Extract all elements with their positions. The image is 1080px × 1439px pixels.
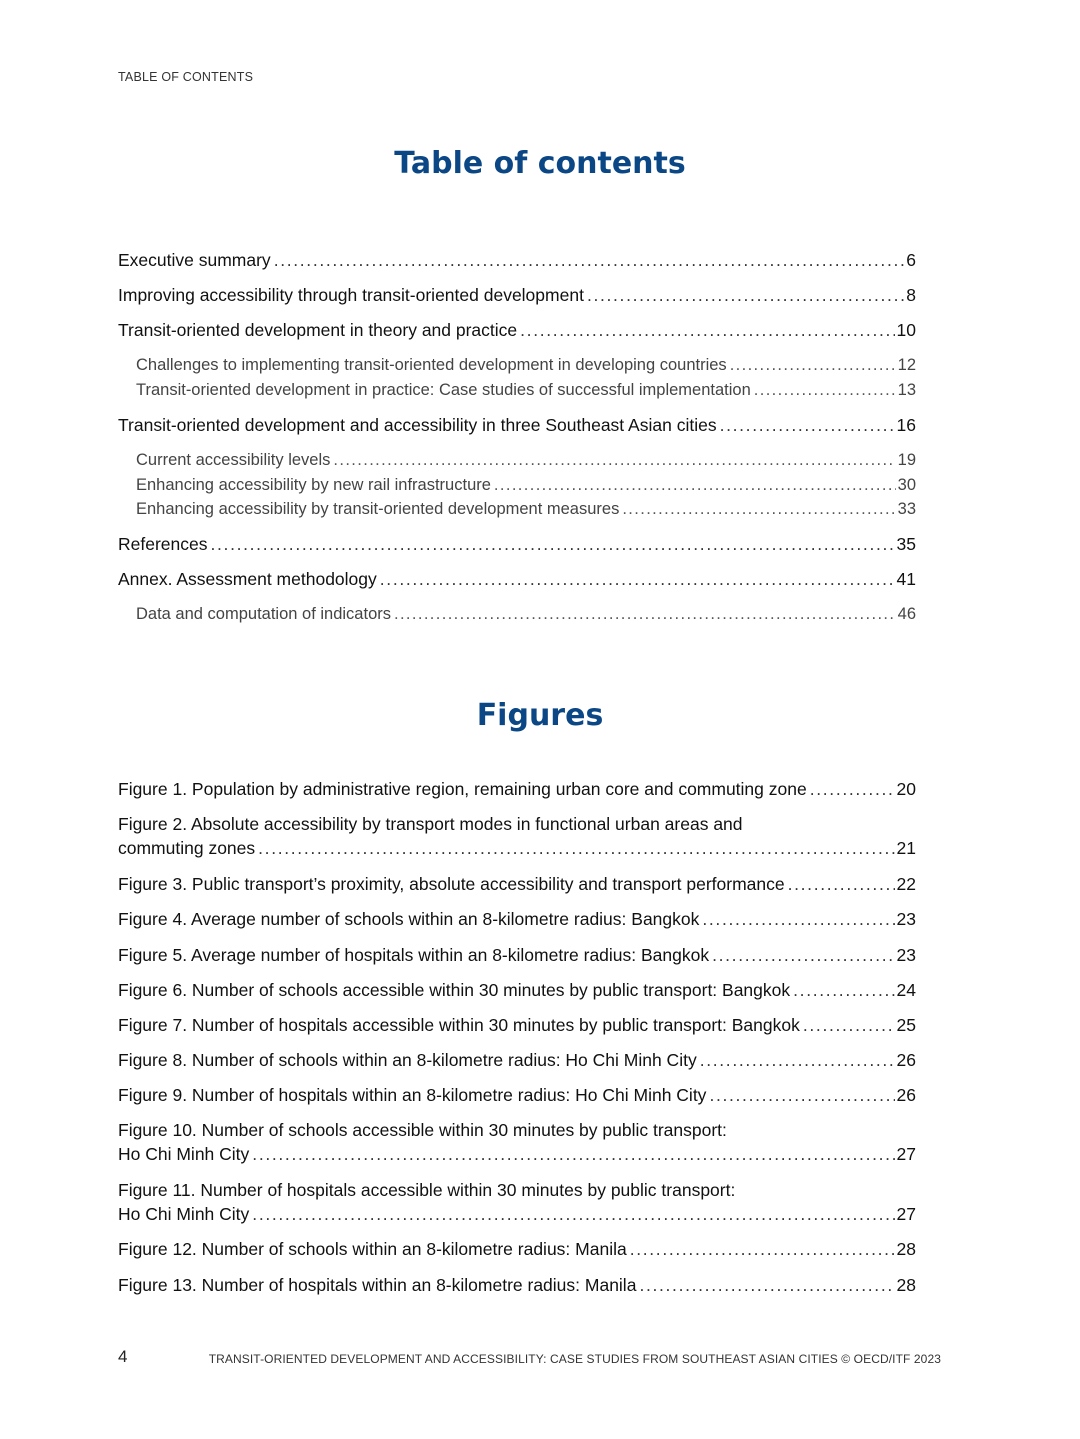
dot-leader [333,448,895,472]
figure-entry-page: 21 [896,838,916,858]
dot-leader [622,497,895,521]
dot-leader [700,1048,895,1072]
figure-entry-page: 24 [896,980,916,1000]
toc-subentry-tod-measures[interactable] [118,497,916,521]
figure-entry-8[interactable] [118,1048,916,1072]
toc-entry-label: Transit-oriented development and accessibility in three Southeast Asian cities [118,415,717,435]
figure-entry-page: 20 [896,779,916,799]
toc-entry-page: 12 [897,356,916,374]
toc-subentry-data-indicators[interactable] [118,602,916,626]
figure-entry-5[interactable] [118,943,916,967]
toc-entry-label: Improving accessibility through transit-oriented development [118,285,584,305]
figure-entry-label: Figure 5. Average number of hospitals within an 8-kilometre radius: Bangkok [118,945,710,965]
figure-entry-page: 22 [896,874,916,894]
dot-leader [587,283,904,307]
toc-entry-label: Challenges to implementing transit-oriented development in developing countries [136,356,727,374]
toc-entry-page: 30 [897,476,916,494]
toc-entry-page: 19 [897,451,916,469]
toc-entry-executive-summary[interactable] [118,248,916,272]
figure-entry-1[interactable] [118,777,916,801]
dot-leader [730,353,896,377]
toc-entry-page: 13 [897,381,916,399]
dot-leader [709,1083,894,1107]
figure-entry-4[interactable] [118,907,916,931]
toc-entry-page: 35 [896,534,916,554]
dot-leader [712,943,894,967]
toc-subentry-current-levels[interactable] [118,448,916,472]
dot-leader [720,413,895,437]
dot-leader [702,907,894,931]
toc-entry-references[interactable] [118,532,916,556]
footer-publication: TRANSIT-ORIENTED DEVELOPMENT AND ACCESSIBILITY: CASE STUDIES FROM SOUTHEAST ASIAN CITIES © OECD/ITF 2023 [208,1352,941,1366]
toc-entry-label: Annex. Assessment methodology [118,569,377,589]
figure-entry-page: 23 [896,909,916,929]
figure-entry-9[interactable] [118,1083,916,1107]
figure-entry-page: 28 [896,1275,916,1295]
toc-entry-page: 10 [896,320,916,340]
figure-entry-label: Figure 9. Number of hospitals within an 8-kilometre radius: Ho Chi Minh City [118,1085,707,1105]
toc-entry-page: 41 [896,569,916,589]
toc-title: Table of contents [394,146,686,181]
toc-entry-label: Executive summary [118,250,271,270]
toc-entry-annex[interactable] [118,567,916,591]
toc-entry-label: Transit-oriented development in practice: Case studies of successful implementation [136,381,751,399]
toc-entry-page: 8 [906,285,916,305]
figure-entry-label-continued: Ho Chi Minh City [118,1144,250,1164]
dot-leader [494,473,896,497]
figure-entry-7[interactable] [118,1013,916,1037]
figure-entry-label: Figure 3. Public transport’s proximity, absolute accessibility and transport performance [118,874,785,894]
toc-subentry-case-studies[interactable] [118,378,916,402]
figure-entry-page: 27 [896,1204,916,1224]
figure-entry-13[interactable] [118,1273,916,1297]
figure-entry-label: Figure 1. Population by administrative region, remaining urban core and commuting zone [118,779,807,799]
dot-leader [274,248,904,272]
toc-entry-page: 16 [896,415,916,435]
dot-leader [630,1237,895,1261]
dot-leader [810,777,895,801]
dot-leader [211,532,895,556]
footer-page-number: 4 [118,1347,128,1366]
toc-entry-theory-practice[interactable] [118,318,916,342]
toc-entry-label: References [118,534,208,554]
figure-entry-page: 27 [896,1144,916,1164]
figure-entry-page: 26 [896,1050,916,1070]
toc-entry-page: 33 [897,500,916,518]
dot-leader [793,978,894,1002]
toc-entry-improving-accessibility[interactable] [118,283,916,307]
toc-entry-label: Transit-oriented development in theory and practice [118,320,518,340]
dot-leader [754,378,896,402]
figure-entry-6[interactable] [118,978,916,1002]
dot-leader [252,1202,894,1226]
dot-leader [803,1013,895,1037]
figure-entry-2[interactable] [118,812,916,860]
dot-leader [252,1142,894,1166]
figure-entry-page: 26 [896,1085,916,1105]
toc-subentry-rail-infrastructure[interactable] [118,473,916,497]
figure-entry-3[interactable] [118,872,916,896]
figure-entry-page: 25 [896,1015,916,1035]
running-head: TABLE OF CONTENTS [118,70,254,84]
figure-entry-12[interactable] [118,1237,916,1261]
figure-entry-label: Figure 12. Number of schools within an 8-kilometre radius: Manila [118,1239,627,1259]
dot-leader [788,872,895,896]
figure-entry-label: Figure 13. Number of hospitals within an 8-kilometre radius: Manila [118,1275,637,1295]
figure-entry-label: Figure 10. Number of schools accessible within 30 minutes by public transport: [118,1120,727,1140]
figure-entry-label: Figure 2. Absolute accessibility by transport modes in functional urban areas and [118,814,743,834]
dot-leader [258,836,894,860]
toc-entry-label: Data and computation of indicators [136,605,391,623]
toc-entry-label: Current accessibility levels [136,451,331,469]
dot-leader [520,318,894,342]
toc-entry-label: Enhancing accessibility by transit-oriented development measures [136,500,620,518]
toc-entry-three-cities[interactable] [118,413,916,437]
figure-entry-label: Figure 7. Number of hospitals accessible within 30 minutes by public transport: Bangkok [118,1015,800,1035]
figure-entry-label-continued: Ho Chi Minh City [118,1204,250,1224]
figure-entry-11[interactable] [118,1178,916,1226]
figure-entry-page: 28 [896,1239,916,1259]
toc-subentry-challenges[interactable] [118,353,916,377]
figures-title: Figures [476,698,604,733]
toc-entry-page: 46 [897,605,916,623]
dot-leader [394,602,896,626]
toc-entry-page: 6 [906,250,916,270]
figure-entry-label: Figure 8. Number of schools within an 8-kilometre radius: Ho Chi Minh City [118,1050,697,1070]
dot-leader [639,1273,894,1297]
figure-entry-page: 23 [896,945,916,965]
toc-entry-label: Enhancing accessibility by new rail infrastructure [136,476,491,494]
figure-entry-10[interactable] [118,1118,916,1166]
figure-entry-label: Figure 6. Number of schools accessible within 30 minutes by public transport: Bangkok [118,980,791,1000]
figure-entry-label-continued: commuting zones [118,838,256,858]
figure-entry-label: Figure 4. Average number of schools within an 8-kilometre radius: Bangkok [118,909,700,929]
figure-entry-label: Figure 11. Number of hospitals accessible within 30 minutes by public transport: [118,1180,736,1200]
dot-leader [380,567,895,591]
